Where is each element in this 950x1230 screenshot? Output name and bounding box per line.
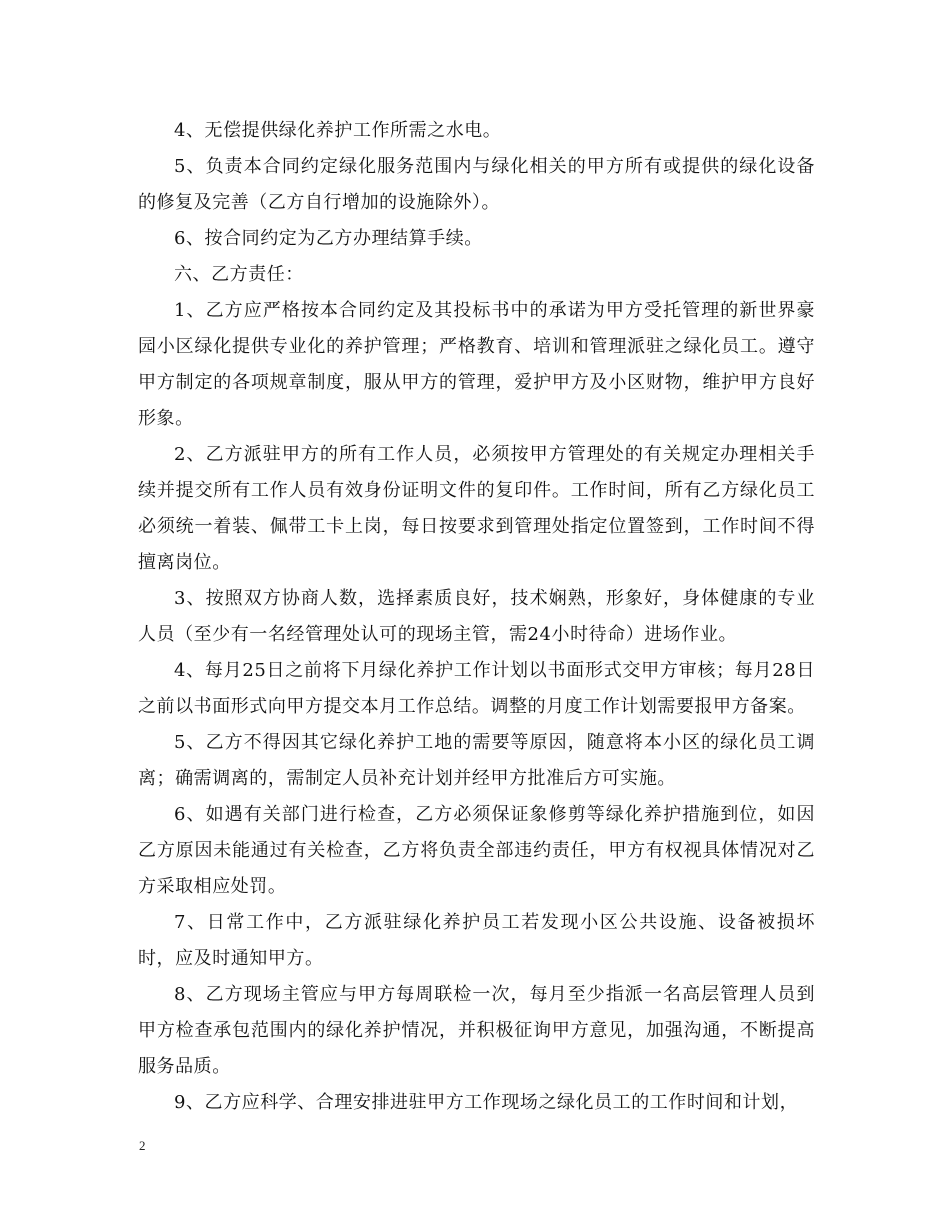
paragraph-duty-3: 3、按照双方协商人数，选择素质良好，技术娴熟，形象好，身体健康的专业人员（至少有一名经管理处认可的现场主管，需24小时待命）进场作业。: [138, 588, 815, 645]
paragraph-duty-7: 7、日常工作中，乙方派驻绿化养护员工若发现小区公共设施、设备被损坏时，应及时通知甲方。: [138, 912, 815, 969]
paragraph-duty-1: 1、乙方应严格按本合同约定及其投标书中的承诺为甲方受托管理的新世界豪园小区绿化提供专业化的养护管理；严格教育、培训和管理派驻之绿化员工。遵守甲方制定的各项规章制度，服从甲方的管理，爱护甲方及小区财物，维护甲方良好形象。: [138, 300, 815, 429]
paragraph-duty-9: 9、乙方应科学、合理安排进驻甲方工作现场之绿化员工的工作时间和计划，: [174, 1092, 799, 1113]
paragraph-duty-8: 8、乙方现场主管应与甲方每周联检一次，每月至少指派一名高层管理人员到甲方检查承包范围内的绿化养护情况，并积极征询甲方意见，加强沟通，不断提高服务品质。: [138, 984, 815, 1077]
paragraph-duty-4: 4、每月25日之前将下月绿化养护工作计划以书面形式交甲方审核；每月28日之前以书面形式向甲方提交本月工作总结。调整的月度工作计划需要报甲方备案。: [138, 660, 815, 717]
section-heading-party-b-duties: 六、乙方责任：: [174, 264, 304, 285]
page-number: 2: [139, 1138, 146, 1153]
paragraph-item-4-water-electricity: 4、无偿提供绿化养护工作所需之水电。: [174, 120, 502, 141]
document-body: [138, 113, 815, 1121]
paragraph-duty-5: 5、乙方不得因其它绿化养护工地的需要等原因，随意将本小区的绿化员工调离；确需调离的，需制定人员补充计划并经甲方批准后方可实施。: [138, 732, 815, 789]
paragraph-duty-2: 2、乙方派驻甲方的所有工作人员，必须按甲方管理处的有关规定办理相关手续并提交所有工作人员有效身份证明文件的复印件。工作时间，所有乙方绿化员工必须统一着装、佩带工卡上岗，每日按要求到管理处指定位置签到，工作时间不得擅离岗位。: [138, 444, 815, 573]
paragraph-item-5-equipment-repair: 5、负责本合同约定绿化服务范围内与绿化相关的甲方所有或提供的绿化设备的修复及完善（乙方自行增加的设施除外）。: [138, 156, 815, 213]
paragraph-duty-6: 6、如遇有关部门进行检查，乙方必须保证象修剪等绿化养护措施到位，如因乙方原因未能通过有关检查，乙方将负责全部违约责任，甲方有权视具体情况对乙方采取相应处罚。: [138, 804, 815, 897]
paragraph-item-6-settlement: 6、按合同约定为乙方办理结算手续。: [174, 228, 483, 249]
